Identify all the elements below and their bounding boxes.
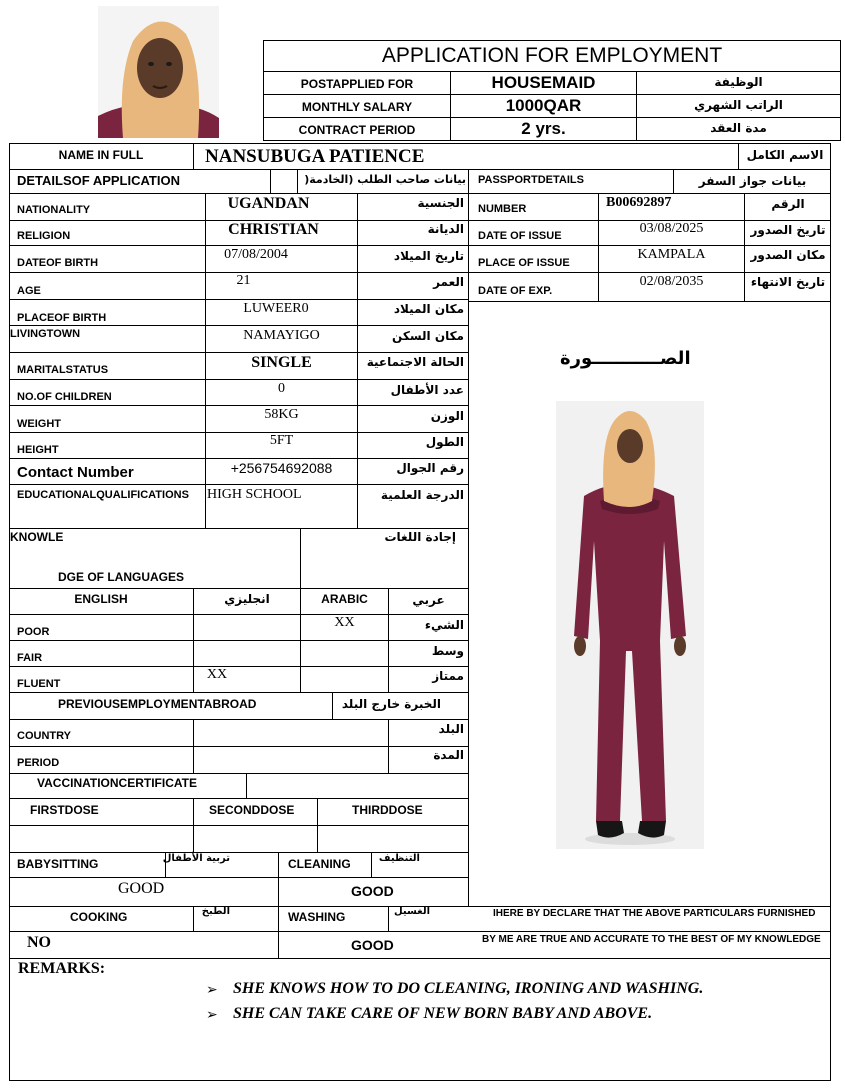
third-dose-label: THIRDDOSE bbox=[352, 803, 423, 817]
remarks-item-2: SHE CAN TAKE CARE OF NEW BORN BABY AND ABOVE. bbox=[233, 1005, 653, 1022]
dob-value: 07/08/2004 bbox=[224, 247, 288, 262]
dob-ar: تاريخ الميلاد bbox=[393, 249, 464, 263]
monthly-salary-value: 1000QAR bbox=[505, 96, 582, 115]
name-value: NANSUBUGA PATIENCE bbox=[205, 146, 425, 167]
age-ar: العمر bbox=[433, 275, 464, 289]
cleaning-ar: التنظيف bbox=[378, 853, 420, 864]
age-value: 21 bbox=[236, 273, 251, 288]
babysitting-label: BABYSITTING bbox=[17, 857, 99, 871]
issue-date-label: DATE OF ISSUE bbox=[478, 230, 562, 242]
post-applied-label: POSTAPPLIED FOR bbox=[300, 77, 414, 91]
education-value: HIGH SCHOOL bbox=[207, 487, 302, 502]
remarks-bullet-2: ➢ bbox=[206, 1006, 218, 1022]
period-ar: المدة bbox=[433, 748, 464, 762]
contact-ar: رقم الجوال bbox=[396, 461, 464, 475]
languages-label-line2: DGE OF LANGUAGES bbox=[58, 570, 185, 584]
marital-status-value: SINGLE bbox=[251, 354, 312, 371]
issue-place-label: PLACE OF ISSUE bbox=[478, 257, 570, 269]
nationality-label: NATIONALITY bbox=[17, 204, 91, 216]
form-title: APPLICATION FOR EMPLOYMENT bbox=[381, 44, 723, 67]
application-label: DETAILSOF APPLICATION bbox=[17, 173, 180, 188]
lang-fluent-ar: ممتاز bbox=[432, 669, 464, 683]
arabic-header: ARABIC bbox=[321, 592, 368, 606]
issue-place-value: KAMPALA bbox=[637, 247, 706, 262]
lang-fair-ar: وسط bbox=[431, 644, 464, 658]
post-applied-ar: الوظيفة bbox=[714, 75, 763, 89]
living-town-label: LIVINGTOWN bbox=[10, 328, 81, 340]
monthly-salary-label: MONTHLY SALARY bbox=[301, 100, 413, 114]
height-label: HEIGHT bbox=[17, 444, 59, 456]
declaration-line1: IHERE BY DECLARE THAT THE ABOVE PARTICULARS FURNISHED bbox=[493, 908, 816, 919]
header-table bbox=[263, 40, 841, 141]
first-dose-label: FIRSTDOSE bbox=[30, 803, 99, 817]
cooking-value: NO bbox=[27, 934, 51, 951]
nationality-value: UGANDAN bbox=[227, 195, 310, 212]
lang-fluent-english: XX bbox=[206, 667, 228, 682]
passport-number-ar: الرقم bbox=[771, 197, 805, 211]
english-header: ENGLISH bbox=[74, 592, 128, 606]
name-ar: الاسم الكامل bbox=[746, 148, 824, 162]
name-label: NAME IN FULL bbox=[58, 148, 144, 162]
vaccination-label: VACCINATIONCERTIFICATE bbox=[37, 776, 197, 790]
children-ar: عدد الأطفال bbox=[390, 383, 464, 397]
lang-poor-ar: الشيء bbox=[424, 618, 464, 632]
education-ar: الدرجة العلمية bbox=[380, 488, 464, 502]
english-header-ar: انجليزي bbox=[224, 592, 270, 606]
expiry-date-label: DATE OF EXP. bbox=[478, 285, 553, 297]
issue-date-value: 03/08/2025 bbox=[639, 221, 704, 236]
expiry-date-value: 02/08/2035 bbox=[639, 274, 704, 289]
cooking-label: COOKING bbox=[70, 910, 128, 924]
passport-label: PASSPORTDETAILS bbox=[478, 174, 584, 186]
weight-ar: الوزن bbox=[430, 409, 464, 423]
babysitting-value: GOOD bbox=[118, 880, 165, 897]
languages-ar: إجادة اللغات bbox=[384, 530, 456, 544]
expiry-date-ar: تاريخ الانتهاء bbox=[750, 275, 826, 289]
contract-period-label: CONTRACT PERIOD bbox=[298, 123, 416, 137]
education-label: EDUCATIONALQUALIFICATIONS bbox=[17, 489, 189, 501]
remarks-label: REMARKS: bbox=[18, 960, 106, 977]
contract-period-ar: مدة العقد bbox=[710, 121, 767, 135]
cleaning-value: GOOD bbox=[351, 883, 394, 899]
issue-date-ar: تاريخ الصدور bbox=[750, 223, 826, 237]
monthly-salary-ar: الراتب الشهري bbox=[694, 98, 783, 112]
contact-label: Contact Number bbox=[17, 464, 134, 481]
washing-ar: الغسيل bbox=[393, 906, 430, 917]
marital-status-label: MARITALSTATUS bbox=[17, 364, 109, 376]
lang-fair-label: FAIR bbox=[17, 652, 43, 664]
religion-label: RELIGION bbox=[17, 230, 71, 242]
dob-label: DATEOF BIRTH bbox=[17, 257, 99, 269]
birthplace-value: LUWEER0 bbox=[243, 301, 309, 316]
weight-label: WEIGHT bbox=[17, 418, 61, 430]
languages-label-line1: KNOWLE bbox=[10, 530, 64, 544]
babysitting-ar: تربية الأطفال bbox=[162, 853, 230, 864]
cooking-ar: الطبخ bbox=[201, 906, 230, 917]
country-label: COUNTRY bbox=[17, 730, 71, 742]
living-town-ar: مكان السكن bbox=[392, 329, 464, 343]
passport-ar: بيانات جواز السفر bbox=[698, 174, 807, 188]
lang-fluent-label: FLUENT bbox=[17, 678, 61, 690]
remarks-bullet-1: ➢ bbox=[206, 981, 218, 997]
height-ar: الطول bbox=[425, 435, 464, 449]
contract-period-value: 2 yrs. bbox=[521, 119, 566, 138]
cleaning-label: CLEANING bbox=[288, 857, 351, 871]
post-applied-value: HOUSEMAID bbox=[491, 73, 596, 92]
previous-employment-ar: الخبرة خارج البلد bbox=[341, 697, 441, 711]
lang-poor-arabic: XX bbox=[334, 615, 355, 630]
weight-value: 58KG bbox=[264, 407, 299, 422]
previous-employment-label: PREVIOUSEMPLOYMENTABROAD bbox=[58, 697, 257, 711]
arabic-header-ar: عربي bbox=[412, 593, 445, 607]
religion-ar: الديانة bbox=[427, 222, 464, 236]
lang-poor-label: POOR bbox=[17, 626, 50, 638]
living-town-value: NAMAYIGO bbox=[243, 328, 320, 343]
full-body-photo bbox=[556, 401, 704, 849]
children-label: NO.OF CHILDREN bbox=[17, 391, 112, 403]
contact-value: +256754692088 bbox=[230, 460, 333, 476]
application-ar: بيانات صاحب الطلب (الخادمة( bbox=[304, 173, 466, 186]
washing-value: GOOD bbox=[351, 937, 394, 953]
country-ar: البلد bbox=[438, 722, 464, 736]
photo-label-ar: الصـــــــــــورة bbox=[560, 348, 691, 369]
second-dose-label: SECONDDOSE bbox=[209, 803, 295, 817]
birthplace-ar: مكان الميلاد bbox=[393, 302, 464, 316]
birthplace-label: PLACEOF BIRTH bbox=[17, 312, 107, 324]
age-label: AGE bbox=[17, 285, 41, 297]
nationality-ar: الجنسية bbox=[417, 196, 464, 210]
height-value: 5FT bbox=[269, 433, 294, 448]
washing-label: WASHING bbox=[288, 910, 346, 924]
declaration-line2: BY ME ARE TRUE AND ACCURATE TO THE BEST OF MY KNOWLEDGE bbox=[482, 934, 821, 945]
passport-number-value: B00692897 bbox=[606, 195, 672, 210]
children-value: 0 bbox=[278, 381, 285, 396]
issue-place-ar: مكان الصدور bbox=[750, 248, 826, 262]
period-label: PERIOD bbox=[17, 757, 60, 769]
remarks-item-1: SHE KNOWS HOW TO DO CLEANING, IRONING AND WASHING. bbox=[233, 980, 704, 997]
marital-status-ar: الحالة الاجتماعية bbox=[366, 355, 464, 369]
passport-number-label: NUMBER bbox=[478, 203, 527, 215]
religion-value: CHRISTIAN bbox=[228, 221, 319, 238]
portrait-photo bbox=[98, 6, 219, 138]
